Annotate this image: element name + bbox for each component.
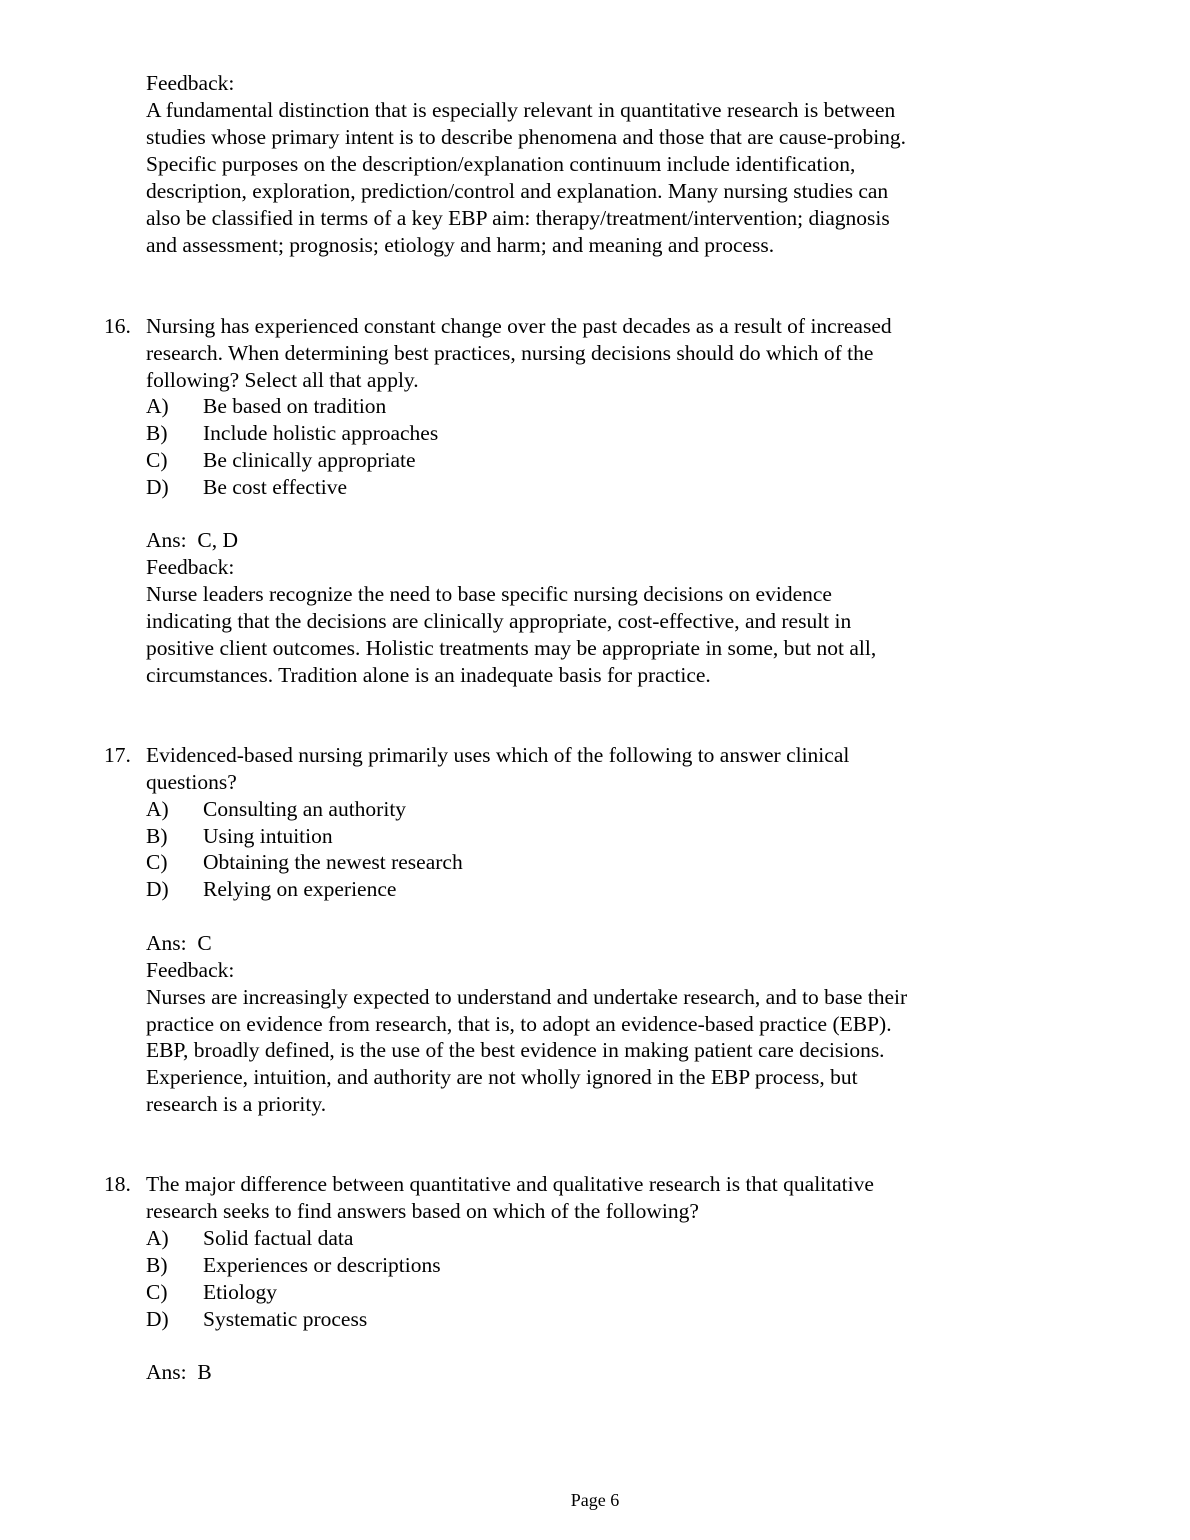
prev-feedback-line: description, exploration, prediction/control and explanation. Many nursing studies can (146, 179, 889, 203)
option-text: Consulting an authority (203, 797, 407, 821)
prev-feedback-line: A fundamental distinction that is especially relevant in quantitative research is between (146, 98, 896, 122)
question-stem-line: questions? (146, 770, 237, 794)
option-text: Using intuition (203, 824, 333, 848)
prev-feedback-line: also be classified in terms of a key EBP aim: therapy/treatment/intervention; diagnosis (146, 206, 890, 230)
option-text: Be based on tradition (203, 394, 387, 418)
question-stem-line: following? Select all that apply. (146, 368, 419, 392)
option-letter: A) (146, 1226, 169, 1250)
answer-line: Ans: C (146, 931, 212, 955)
option-text: Relying on experience (203, 877, 397, 901)
feedback-line: Nurses are increasingly expected to understand and undertake research, and to base their (146, 985, 908, 1009)
feedback-label: Feedback: (146, 958, 235, 982)
question-number: 16. (104, 314, 131, 338)
option-text: Obtaining the newest research (203, 850, 463, 874)
option-letter: B) (146, 1253, 168, 1277)
option-letter: C) (146, 850, 168, 874)
feedback-line: positive client outcomes. Holistic treatments may be appropriate in some, but not all, (146, 636, 877, 660)
option-letter: D) (146, 877, 169, 901)
option-text: Etiology (203, 1280, 278, 1304)
option-letter: C) (146, 448, 168, 472)
feedback-line: indicating that the decisions are clinically appropriate, cost-effective, and result in (146, 609, 852, 633)
option-letter: B) (146, 421, 168, 445)
prev-feedback-line: Specific purposes on the description/explanation continuum include identification, (146, 152, 856, 176)
prev-feedback-line: and assessment; prognosis; etiology and harm; and meaning and process. (146, 233, 775, 257)
feedback-line: research is a priority. (146, 1092, 327, 1116)
option-letter: D) (146, 1307, 169, 1331)
prev-feedback-line: studies whose primary intent is to describe phenomena and those that are cause-probing. (146, 125, 907, 149)
question-stem-line: Nursing has experienced constant change over the past decades as a result of increased (146, 314, 892, 338)
option-text: Be cost effective (203, 475, 348, 499)
question-stem-line: research. When determining best practices, nursing decisions should do which of the (146, 341, 874, 365)
page-number: Page 6 (570, 1490, 620, 1510)
option-letter: B) (146, 824, 168, 848)
question-number: 17. (104, 743, 131, 767)
feedback-label: Feedback: (146, 555, 235, 579)
option-text: Experiences or descriptions (203, 1253, 441, 1277)
feedback-line: Experience, intuition, and authority are not wholly ignored in the EBP process, but (146, 1065, 858, 1089)
feedback-line: practice on evidence from research, that is, to adopt an evidence-based practice (EBP). (146, 1012, 892, 1036)
option-letter: C) (146, 1280, 168, 1304)
prev-feedback-label: Feedback: (146, 71, 235, 95)
question-stem-line: The major difference between quantitative and qualitative research is that qualitative (146, 1172, 874, 1196)
option-text: Systematic process (203, 1307, 368, 1331)
option-letter: A) (146, 797, 169, 821)
feedback-line: circumstances. Tradition alone is an inadequate basis for practice. (146, 663, 711, 687)
option-letter: A) (146, 394, 169, 418)
feedback-line: Nurse leaders recognize the need to base specific nursing decisions on evidence (146, 582, 832, 606)
question-stem-line: Evidenced-based nursing primarily uses which of the following to answer clinical (146, 743, 850, 767)
question-stem-line: research seeks to find answers based on which of the following? (146, 1199, 699, 1223)
feedback-line: EBP, broadly defined, is the use of the best evidence in making patient care decisions. (146, 1038, 885, 1062)
answer-line: Ans: B (146, 1360, 212, 1384)
question-number: 18. (104, 1172, 131, 1196)
answer-line: Ans: C, D (146, 528, 238, 552)
option-text: Include holistic approaches (203, 421, 439, 445)
option-text: Solid factual data (203, 1226, 354, 1250)
option-letter: D) (146, 475, 169, 499)
option-text: Be clinically appropriate (203, 448, 416, 472)
